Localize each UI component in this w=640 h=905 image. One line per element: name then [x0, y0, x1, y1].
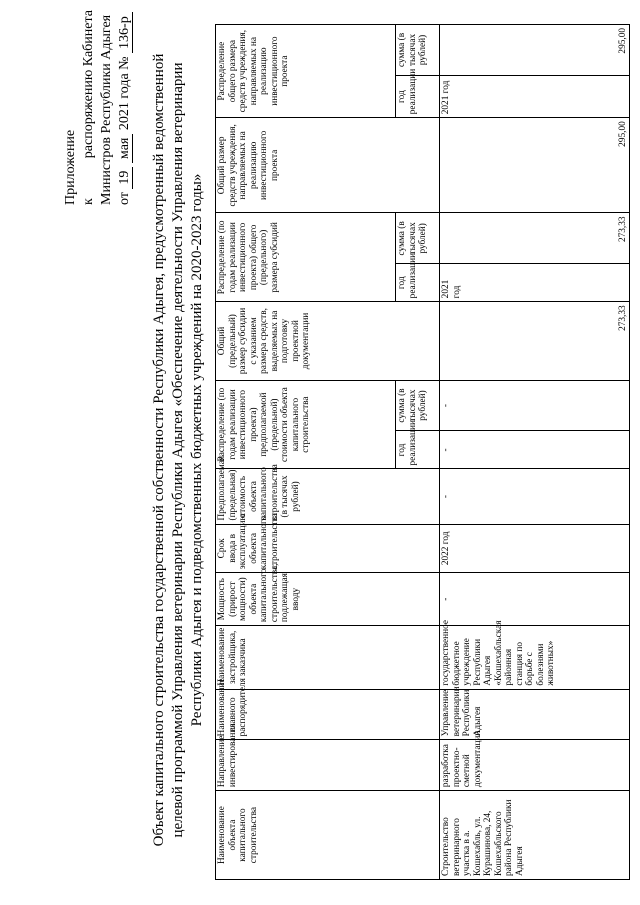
order-number: 136-р: [117, 12, 133, 53]
header-subsidy-distribution: Распределение (по годам реализации инвестиционного проекта) общего (предельного) размера субсидий: [216, 213, 396, 302]
annex-line-2: [80, 10, 98, 205]
cell-funds-total: 295,00: [440, 118, 630, 213]
header-subsidy-year: год реализации: [396, 264, 440, 302]
annex-order-text: распоряжению Кабинета: [81, 10, 96, 159]
header-capacity: Мощность (прирост мощности) объекта капитального строительства, подлежащая вводу: [216, 573, 440, 626]
header-estimated-cost: Предполагаемая (предельная) стоимость объекта капитального строительства (в тысячах рублей): [216, 469, 440, 524]
annex-line-1: Приложение: [63, 129, 78, 205]
header-funds-year: год реализации: [396, 75, 440, 117]
header-developer: Наименование застройщика, заказчика: [216, 626, 440, 689]
header-funds-distribution: Распределение общего размера средств учреждения, направляемых на реализацию инвестиционного проекта: [216, 25, 396, 118]
cell-funds-year: 2021 год: [440, 75, 630, 117]
annex-k: к: [81, 198, 96, 205]
annex-line-3: Министров Республики Адыгея: [99, 14, 114, 205]
cell-subsidy-total: 273,33: [440, 302, 630, 380]
date-month: мая: [117, 134, 133, 163]
header-subsidy-amount: сумма (в тысячах рублей): [396, 213, 440, 264]
header-commission-term: Срок ввода в эксплуатацию объекта капитального строительства: [216, 524, 440, 573]
cell-chief-manager: Управление ветеринарии Республики Адыгея: [440, 689, 630, 740]
header-funds-total: Общий размер средств учреждения, направляемых на реализацию инвестиционного проекта: [216, 118, 440, 213]
date-prefix: от: [117, 192, 132, 205]
cell-subsidy-amount: 273,33: [440, 213, 630, 264]
cell-investment-direction: разработка проектно-сметной документации: [440, 740, 630, 791]
annex-date-line: [116, 10, 134, 205]
cell-cost-year: -: [440, 431, 630, 469]
cell-funds-amount: 295,00: [440, 25, 630, 76]
document-title: Объект капитального строительства государственной собственности Республики Адыгея, предусмотренный ведомственной целевой программой Управления ветеринарии Республики Адыгея «Обеспечение деятельности Управления ветеринарии Республики Адыгея и подведомственных бюджетных учреждений на 2020-2023 годы»: [151, 53, 205, 847]
table-row: [440, 25, 630, 880]
header-object-name: Наименование объекта капитального строительства: [216, 791, 440, 880]
date-day: 19: [117, 167, 133, 189]
cell-cost-amount: -: [440, 380, 630, 431]
cell-commission-term: 2022 год: [440, 524, 630, 573]
cell-estimated-cost: -: [440, 469, 630, 524]
capital-construction-table: [215, 24, 630, 880]
header-chief-manager: Наименование главного распорядителя: [216, 689, 440, 740]
cell-developer: государственное бюджетное учреждение Республики Адыгея «Кошехабльская районная станция по борьбе с болезнями животных»: [440, 626, 630, 689]
header-funds-amount: сумма (в тысячах рублей): [396, 25, 440, 76]
header-cost-distribution: Распределение (по годам реализации инвестиционного проекта) предполагаемой (предельной) стоимости объекта капитального строительства: [216, 380, 396, 469]
header-investment-direction: Направление инвестирования: [216, 740, 440, 791]
date-year: 2021 года №: [117, 56, 132, 131]
annex-block: [62, 10, 134, 205]
header-subsidy-total: Общий (предельный) размер субсидии с указанием размера средств, выделяемых на подготовку проектной документации: [216, 302, 440, 380]
header-cost-year: год реализации: [396, 431, 440, 469]
cell-capacity: -: [440, 573, 630, 626]
header-cost-amount: сумма (в тысячах рублей): [396, 380, 440, 431]
cell-object-name: Строительство ветеринарного участка в а. Кошехабль, ул. Курашинова, 24, Кошехабльского района Республики Адыгея: [440, 791, 630, 880]
cell-subsidy-year: 2021 год: [440, 264, 630, 302]
